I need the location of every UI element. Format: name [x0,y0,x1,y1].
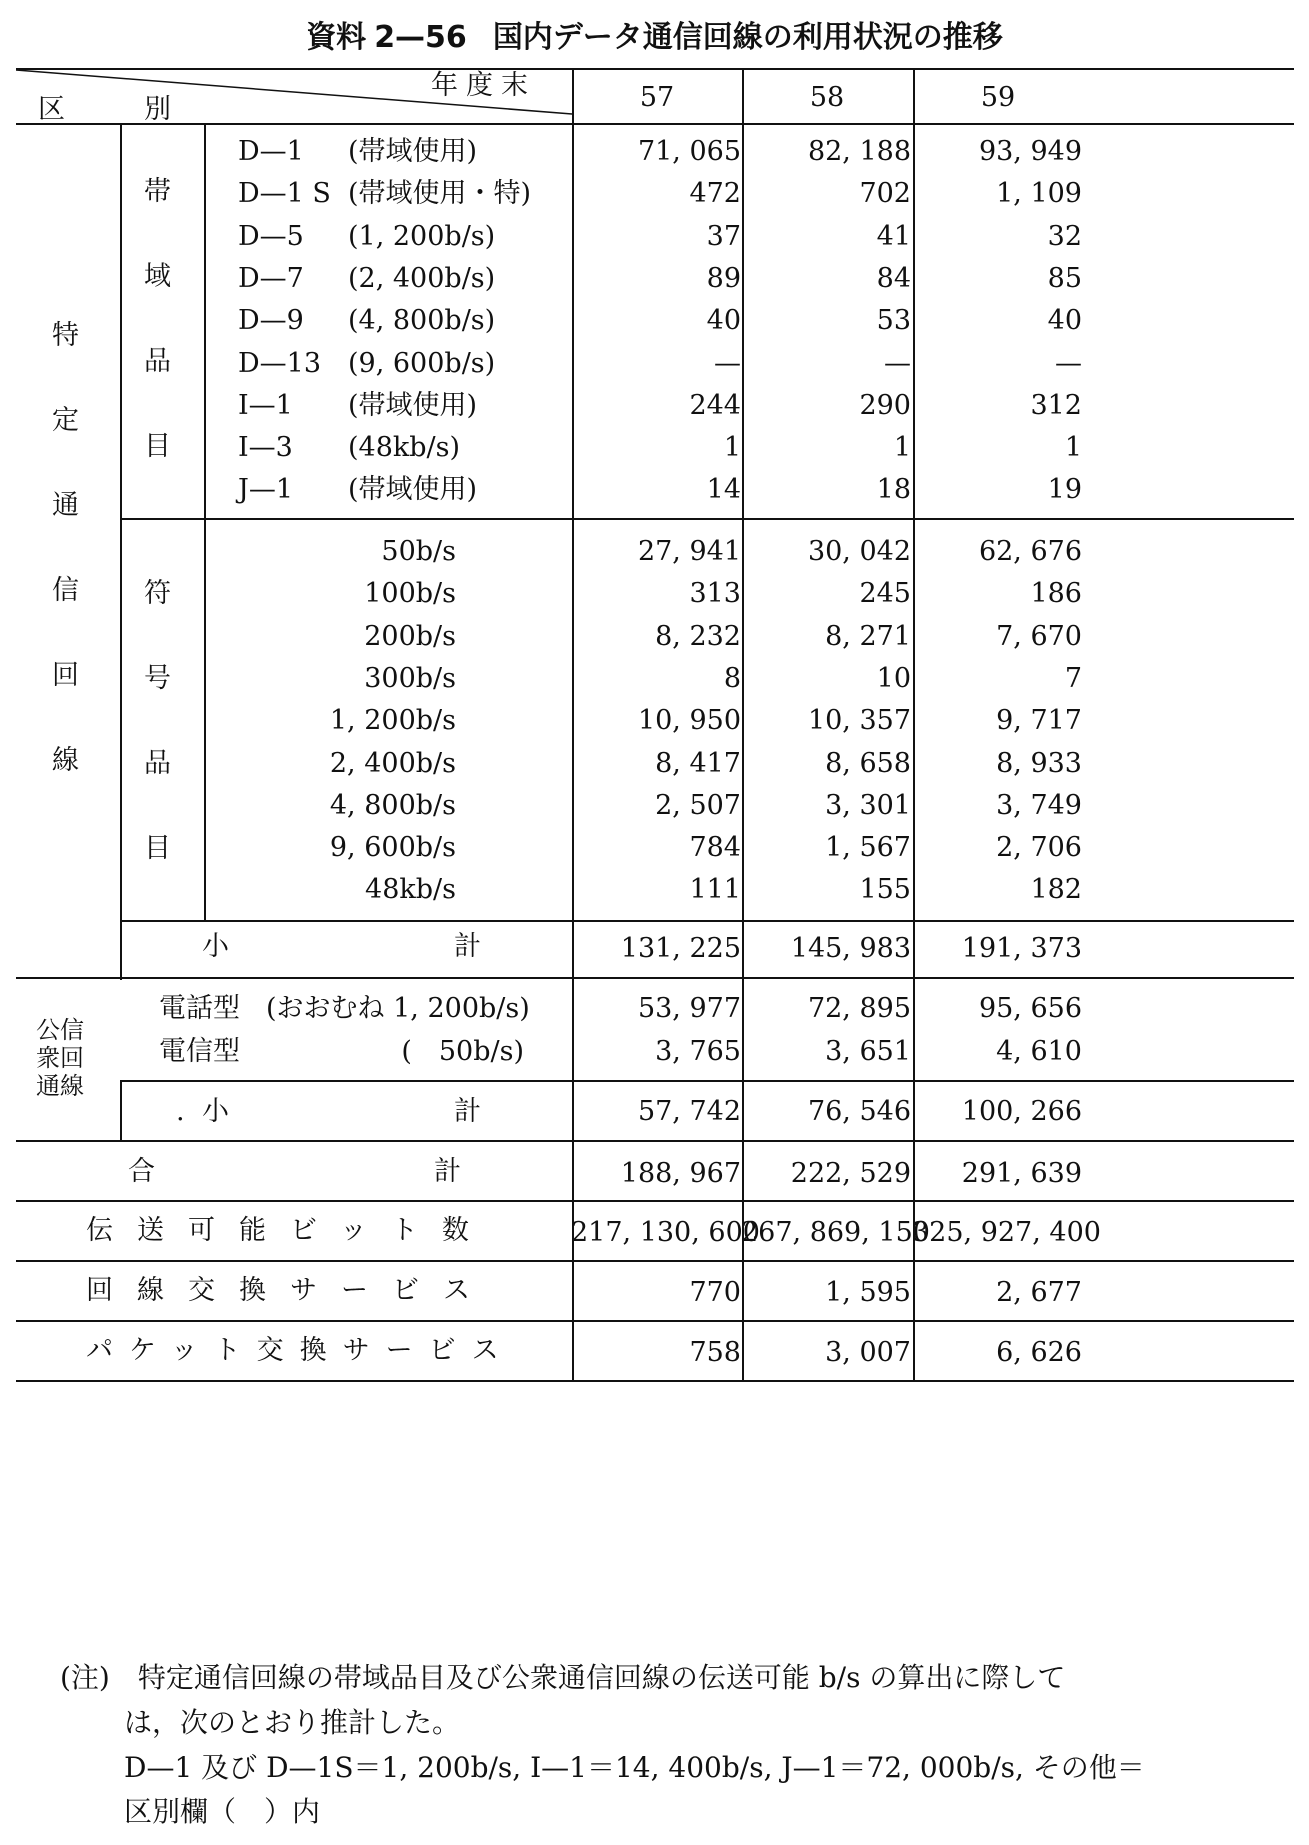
item-code: 2, 400b/s [329,747,456,779]
group-label-char: 目 [144,833,171,864]
value-cell: 53 [876,305,911,337]
group-rule [120,518,1294,520]
header-bottom-rule [16,123,1294,125]
value-cell: 8, 933 [996,747,1082,779]
title-number: 2—56 [374,20,467,55]
value-cell: 784 [689,832,741,864]
value-cell: 1, 567 [825,832,911,864]
value-cell: 2, 507 [655,789,741,821]
value-cell: 313 [689,578,741,610]
value-cell: 7, 670 [996,620,1082,652]
note-line-4: 区別欄（ ）内 [124,1795,321,1829]
section-label-char: 回 [52,660,79,691]
subtotal-label: 計 [454,931,481,962]
value-cell: 27, 941 [637,536,741,567]
year-column-line [913,68,915,1380]
value-cell: 41 [876,220,911,252]
item-desc: (おおむね 1, 200b/s) [266,993,530,1024]
value-cell: 472 [689,178,741,210]
value-cell: 267, 869, 150 [741,1217,930,1248]
value-cell: 111 [689,874,741,906]
value-cell: 222, 529 [790,1158,911,1189]
value-cell: 18 [876,474,911,506]
value-cell: 245 [859,578,911,610]
item-name: 電信型 [159,1036,240,1067]
section-label-char: 衆回 [36,1044,84,1072]
header-fiscal-year: 年度末 [431,70,536,101]
item-code: D—5 [238,220,304,252]
item-desc: (48kb/s) [348,432,461,464]
section-label-char: 公信 [36,1016,84,1044]
value-cell: 186 [1030,578,1082,610]
item-desc: (帯域使用) [348,474,478,506]
item-code: 1, 200b/s [329,705,456,737]
item-code: D—1 S [238,178,331,210]
value-cell: 1 [1064,432,1082,464]
group-label-char: 帯 [144,176,171,207]
value-cell: 325, 927, 400 [912,1217,1101,1248]
item-code: 100b/s [364,578,456,610]
section-label-char: 特 [52,320,79,351]
group-label-char: 域 [144,261,171,292]
item-code: D—9 [238,305,304,337]
value-cell: 770 [689,1277,741,1308]
value-cell: 8, 232 [655,620,741,652]
group-label-char: 号 [144,663,171,694]
value-cell: 2, 706 [996,832,1082,864]
value-cell: 10, 950 [637,705,741,737]
note-line-1: (注) 特定通信回線の帯域品目及び公衆通信回線の伝送可能 b/s の算出に際して [60,1661,1066,1694]
value-cell: 84 [876,262,911,294]
item-name: 電話型 [159,993,240,1024]
item-code: 200b/s [364,620,456,652]
footnote [60,1656,1290,1835]
header-year: 59 [980,82,1016,113]
group-label-char: 符 [144,578,171,609]
data-table [16,68,1294,1636]
item-desc: (2, 400b/s) [348,262,496,294]
header-year: 57 [639,82,675,113]
subtotal-rule [120,1080,1294,1082]
row-label: 伝送可能ビット数 [86,1215,493,1246]
year-column-line [742,68,744,1380]
value-cell: 1 [893,432,911,464]
group-label-char: 品 [144,346,171,377]
value-cell: 40 [1047,305,1082,337]
note-line-3: D—1 及び D—1S＝1, 200b/s, I—1＝14, 400b/s, J—1＝72, 000b/s, その他＝ [124,1750,1145,1784]
item-desc: (帯域使用) [348,136,478,167]
value-cell: 85 [1047,262,1082,294]
item-code: 4, 800b/s [329,789,456,821]
value-cell: 3, 301 [825,789,911,821]
value-cell: 100, 266 [961,1096,1082,1127]
value-cell: 758 [689,1337,741,1368]
item-desc: (4, 800b/s) [348,305,496,337]
value-cell: 312 [1030,389,1082,421]
row-rule [16,1200,1294,1202]
decorative-dot: . [176,1096,185,1127]
value-cell: 3, 651 [825,1036,911,1067]
value-cell: 217, 130, 600 [571,1217,760,1248]
page-title [0,12,1309,56]
value-cell: 1 [723,432,741,464]
value-cell: 291, 639 [961,1158,1082,1189]
value-cell: — [884,347,911,379]
value-cell: 3, 007 [825,1337,911,1368]
value-cell: 145, 983 [790,933,911,964]
section-label-char: 信 [52,575,79,606]
value-cell: 8, 417 [655,747,741,779]
item-desc: ( 50b/s) [401,1036,524,1067]
value-cell: 71, 065 [637,136,741,167]
value-cell: 3, 765 [655,1036,741,1067]
title-text: 国内データ通信回線の利用状況の推移 [492,20,1003,55]
table-top-rule [16,68,1294,70]
item-desc: (9, 600b/s) [348,347,496,379]
group-divider [204,123,206,920]
section-divider [120,123,122,980]
value-cell: — [1055,347,1082,379]
value-cell: — [714,347,741,379]
section-rule [16,977,1294,979]
item-code: 300b/s [364,662,456,694]
value-cell: 8, 658 [825,747,911,779]
value-cell: 6, 626 [996,1337,1082,1368]
value-cell: 182 [1030,874,1082,906]
row-rule [16,1260,1294,1262]
value-cell: 8, 271 [825,620,911,652]
value-cell: 32 [1047,220,1082,252]
value-cell: 10 [876,662,911,694]
item-code: J—1 [238,474,294,506]
value-cell: 40 [706,305,741,337]
value-cell: 131, 225 [620,933,741,964]
value-cell: 89 [706,262,741,294]
row-label: 回線交換サービス [86,1275,494,1306]
title-label: 資料 [306,20,367,55]
value-cell: 76, 546 [807,1096,911,1127]
value-cell: 37 [706,220,741,252]
value-cell: 14 [706,474,741,506]
row-rule [16,1380,1294,1382]
header-category: 区 別 [38,94,197,125]
group-label-char: 品 [144,748,171,779]
item-code: D—7 [238,262,304,294]
value-cell: 62, 676 [978,536,1082,567]
subtotal-label: 小 [202,1096,229,1127]
value-cell: 4, 610 [996,1036,1082,1067]
note-line-2: は，次のとおり推計した。 [124,1705,461,1739]
value-cell: 95, 656 [978,993,1082,1024]
item-desc: (帯域使用) [348,389,478,421]
value-cell: 188, 967 [620,1158,741,1189]
value-cell: 8 [723,662,741,694]
subtotal-rule [120,920,1294,922]
item-code: 50b/s [381,536,456,567]
group-label-char: 目 [144,431,171,462]
value-cell: 1, 595 [825,1277,911,1308]
value-cell: 19 [1047,474,1082,506]
value-cell: 10, 357 [807,705,911,737]
year-column-line [572,68,574,1380]
section-label-char: 通 [52,490,79,521]
value-cell: 72, 895 [807,993,911,1024]
total-label: 合 [128,1156,155,1187]
section-label-char: 通線 [36,1072,84,1100]
item-code: 48kb/s [365,874,456,906]
value-cell: 9, 717 [996,705,1082,737]
value-cell: 57, 742 [637,1096,741,1127]
item-desc: (1, 200b/s) [348,220,496,252]
subtotal-label: 小 [202,931,229,962]
value-cell: 82, 188 [807,136,911,167]
value-cell: 30, 042 [807,536,911,567]
value-cell: 191, 373 [961,933,1082,964]
header-year: 58 [809,82,845,113]
value-cell: 3, 749 [996,789,1082,821]
item-code: D—13 [238,347,322,379]
item-code: D—1 [238,136,304,167]
row-rule [16,1320,1294,1322]
value-cell: 93, 949 [978,136,1082,167]
section-label-char: 線 [52,745,79,776]
item-desc: (帯域使用・特) [348,178,532,210]
value-cell: 53, 977 [637,993,741,1024]
section-label-char: 定 [52,405,79,436]
item-code: I—1 [238,389,293,421]
value-cell: 290 [859,389,911,421]
section-rule [16,1140,1294,1142]
row-label: パケット交換サービス [86,1335,515,1366]
value-cell: 155 [859,874,911,906]
value-cell: 1, 109 [996,178,1082,210]
total-label: 計 [434,1156,461,1187]
value-cell: 7 [1064,662,1082,694]
section-divider [120,1080,122,1140]
value-cell: 702 [859,178,911,210]
value-cell: 2, 677 [996,1277,1082,1308]
subtotal-label: 計 [454,1096,481,1127]
value-cell: 244 [689,389,741,421]
item-code: 9, 600b/s [329,832,456,864]
item-code: I—3 [238,432,293,464]
